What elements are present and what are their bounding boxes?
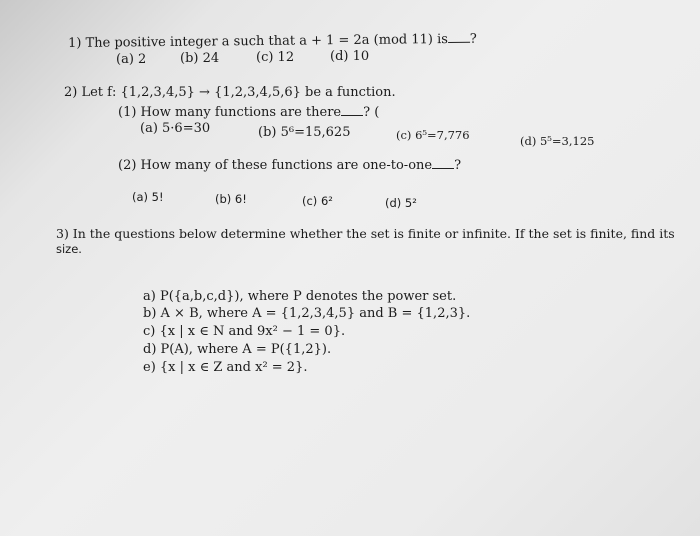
q3-stem-line2: size. [56, 242, 82, 256]
q1-answer-blank [448, 32, 470, 43]
q3-item-b: b) A × B, where A = {1,2,3,4,5} and B = {1,2,3}. [143, 306, 471, 321]
q2-stem: 2) Let f: {1,2,3,4,5} → {1,2,3,4,5,6} be a function. [64, 85, 396, 100]
q2-part1-option-d: (d) 5⁵=3,125 [520, 134, 595, 148]
q2-part1-option-b: (b) 5⁶=15,625 [258, 125, 351, 140]
q1-option-d: (d) 10 [330, 49, 370, 64]
q2-part2-option-b: (b) 6! [215, 192, 247, 206]
q2-part2-option-c: (c) 6² [302, 194, 333, 208]
q2-part2-line [118, 158, 461, 172]
q1-option-c: (c) 12 [256, 50, 295, 65]
q2-part1-option-a: (a) 5·6=30 [140, 121, 211, 136]
q1-option-b: (b) 24 [180, 51, 220, 66]
q3-item-a: a) P({a,b,c,d}), where P denotes the power set. [143, 289, 457, 304]
q2-part1-line [118, 105, 379, 119]
q2-part2-stem: (2) How many of these functions are one-to-one [118, 158, 433, 173]
q2-part2-option-d: (d) 5² [385, 196, 417, 210]
q2-part2-after-blank: ? [454, 158, 462, 173]
q2-part2-option-a: (a) 5! [132, 190, 164, 204]
q3-item-c: c) {x | x ∈ N and 9x² − 1 = 0}. [143, 324, 346, 339]
q2-part1-after-blank: ? ( [363, 105, 380, 120]
q3-item-d: d) P(A), where A = P({1,2}). [143, 342, 332, 357]
q2-part2-answer-blank [432, 158, 454, 169]
q2-part1-answer-blank [341, 105, 363, 116]
q2-part1-stem: (1) How many functions are there [118, 105, 342, 120]
q2-part1-option-c: (c) 6⁵=7,776 [396, 128, 470, 142]
q1-question-mark: ? [469, 31, 477, 47]
q1-stem: 1) The positive integer a such that a + 1 = 2a (mod 11) is [68, 32, 448, 51]
q1-option-a: (a) 2 [116, 52, 147, 67]
q3-item-e: e) {x | x ∈ Z and x² = 2}. [143, 360, 308, 375]
q1-stem-line [68, 32, 477, 50]
q3-stem-line1: 3) In the questions below determine whether the set is finite or infinite. If the set is finite, find its [56, 226, 675, 241]
